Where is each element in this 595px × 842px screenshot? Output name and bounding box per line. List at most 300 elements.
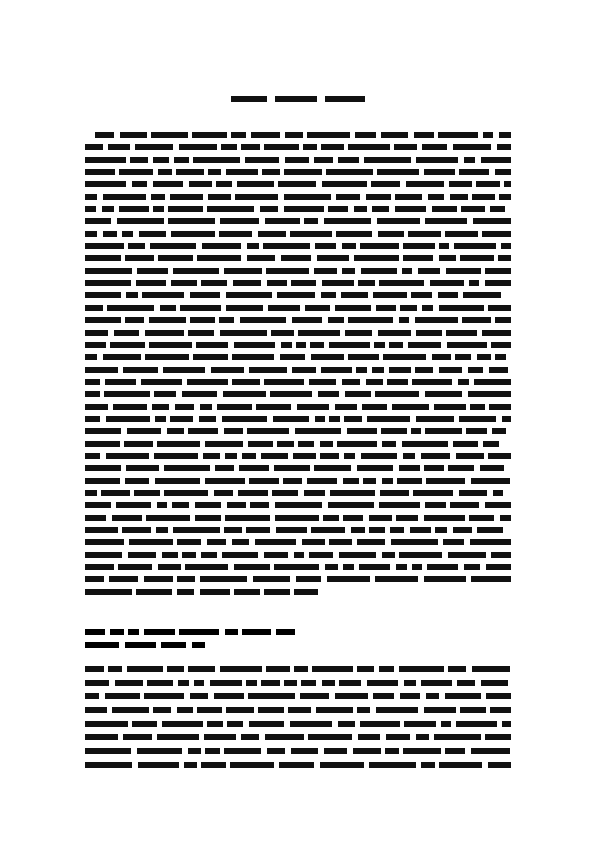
word-run (85, 416, 100, 422)
word-run (377, 218, 420, 224)
word-run (258, 231, 286, 237)
word-run (342, 379, 360, 385)
word-run (205, 478, 245, 484)
word-run (339, 552, 376, 558)
word-run (361, 453, 397, 459)
word-run (170, 416, 193, 422)
word-run (305, 305, 330, 311)
word-run (422, 144, 447, 150)
word-run (438, 292, 458, 298)
word-run (329, 416, 340, 422)
word-run (357, 666, 374, 672)
word-run (237, 181, 274, 187)
word-run (372, 206, 389, 212)
word-run (402, 441, 448, 447)
word-run (85, 465, 121, 471)
text-line (85, 341, 511, 349)
word-run (377, 169, 419, 175)
word-run (343, 564, 354, 570)
word-run (177, 589, 194, 595)
word-run (224, 748, 261, 754)
word-run (490, 206, 505, 212)
word-run (219, 231, 252, 237)
word-run (330, 490, 375, 496)
word-run (386, 734, 410, 740)
word-run (320, 453, 339, 459)
word-run (117, 218, 164, 224)
word-run (418, 268, 440, 274)
word-run (424, 169, 455, 175)
word-run (281, 255, 311, 261)
word-run (271, 330, 294, 336)
word-run (175, 404, 194, 410)
word-run (499, 132, 511, 138)
word-run (382, 552, 395, 558)
word-run (168, 218, 215, 224)
word-run (280, 354, 305, 360)
text-line (85, 538, 511, 546)
word-run (157, 734, 199, 740)
word-run (248, 693, 295, 699)
text-line (85, 665, 511, 673)
word-run (424, 465, 444, 471)
word-run (85, 680, 109, 686)
word-run (427, 564, 458, 570)
word-run (408, 231, 441, 237)
word-run (432, 354, 451, 360)
word-run (85, 292, 121, 298)
word-run (128, 629, 139, 635)
word-run (474, 379, 511, 385)
word-run (85, 707, 107, 713)
word-run (446, 268, 481, 274)
text-line (85, 452, 511, 460)
text-line (85, 588, 511, 596)
word-run (267, 748, 285, 754)
word-run (153, 181, 183, 187)
word-run (400, 693, 420, 699)
word-run (85, 576, 104, 582)
text-line (85, 403, 511, 411)
word-run (337, 441, 377, 447)
word-run (312, 666, 353, 672)
word-run (275, 502, 322, 508)
word-run (192, 642, 205, 648)
text-line (85, 440, 511, 448)
word-run (441, 721, 451, 727)
word-run (85, 693, 99, 699)
word-run (108, 666, 122, 672)
word-run (128, 552, 156, 558)
text-line (85, 131, 511, 139)
word-run (217, 404, 252, 410)
word-run (434, 404, 466, 410)
document-title (0, 96, 595, 102)
word-run (85, 218, 111, 224)
word-run (138, 762, 179, 768)
word-run (264, 552, 288, 558)
word-run (404, 721, 436, 727)
word-run (156, 527, 168, 533)
text-line (85, 720, 511, 728)
word-run (391, 539, 438, 545)
word-run (251, 132, 280, 138)
word-run (314, 157, 333, 163)
word-run (495, 317, 511, 323)
word-run (253, 576, 290, 582)
word-run (85, 762, 132, 768)
word-run (348, 317, 393, 323)
word-run (297, 404, 329, 410)
word-run (351, 527, 365, 533)
word-run (157, 502, 167, 508)
word-run (108, 144, 130, 150)
word-run (137, 748, 182, 754)
word-run (204, 734, 236, 740)
word-run (399, 317, 409, 323)
word-run (343, 478, 359, 484)
word-run (404, 680, 416, 686)
word-run (85, 194, 97, 200)
word-run (179, 629, 219, 635)
word-run (448, 465, 474, 471)
word-run (466, 428, 487, 434)
word-run (473, 218, 511, 224)
word-run (424, 515, 465, 521)
word-run (141, 379, 182, 385)
word-run (464, 564, 480, 570)
word-run (367, 680, 398, 686)
word-run (421, 453, 450, 459)
word-run (338, 721, 355, 727)
word-run (201, 762, 226, 768)
word-run (375, 391, 419, 397)
word-run (195, 515, 221, 521)
word-run (469, 280, 479, 286)
word-run (461, 206, 485, 212)
word-run (190, 317, 215, 323)
word-run (309, 552, 333, 558)
word-run (357, 707, 370, 713)
word-run (208, 194, 231, 200)
word-run (453, 527, 472, 533)
word-run (485, 734, 511, 740)
word-run (170, 194, 203, 200)
word-run (136, 589, 172, 595)
word-run (379, 502, 420, 508)
word-run (288, 707, 311, 713)
word-run (171, 280, 197, 286)
word-run (177, 576, 195, 582)
word-run (294, 666, 308, 672)
word-run (207, 539, 226, 545)
word-run (376, 305, 396, 311)
word-run (396, 515, 418, 521)
word-run (495, 354, 506, 360)
word-run (226, 292, 272, 298)
text-line (85, 329, 511, 337)
word-run (225, 453, 237, 459)
word-run (281, 342, 292, 348)
word-run (374, 342, 385, 348)
word-run (357, 539, 385, 545)
word-run (110, 342, 145, 348)
word-run (445, 231, 478, 237)
word-run (146, 515, 190, 521)
word-run (270, 391, 312, 397)
word-run (344, 416, 362, 422)
word-run (278, 181, 316, 187)
word-run (450, 194, 468, 200)
word-run (220, 330, 267, 336)
word-run (268, 305, 300, 311)
word-run (501, 243, 511, 249)
text-line (85, 242, 511, 250)
word-run (135, 144, 173, 150)
word-run (344, 453, 355, 459)
word-run (205, 748, 220, 754)
word-run (168, 206, 203, 212)
word-run (151, 194, 165, 200)
word-run (265, 734, 304, 740)
word-run (293, 453, 316, 459)
word-run (321, 292, 336, 298)
word-run (157, 441, 200, 447)
word-run (164, 490, 208, 496)
word-run (147, 680, 173, 686)
word-run (155, 416, 166, 422)
text-line (85, 193, 511, 201)
word-run (412, 564, 422, 570)
word-run (230, 762, 274, 768)
word-run (151, 132, 188, 138)
word-run (488, 453, 511, 459)
text-line (85, 353, 511, 361)
word-run (201, 280, 227, 286)
word-run (149, 317, 186, 323)
word-run (241, 734, 259, 740)
text-line (85, 563, 511, 571)
word-run (139, 231, 166, 237)
word-run (85, 280, 131, 286)
word-run (85, 169, 115, 175)
word-run (104, 391, 150, 397)
word-run (114, 330, 139, 336)
word-run (447, 342, 487, 348)
word-run (445, 748, 465, 754)
word-run (371, 181, 400, 187)
word-run (355, 132, 376, 138)
word-run (347, 428, 377, 434)
word-run (160, 305, 176, 311)
word-run (122, 231, 133, 237)
word-run (379, 666, 394, 672)
word-run (448, 552, 486, 558)
word-run (127, 666, 163, 672)
word-run (262, 169, 280, 175)
word-run (197, 255, 241, 261)
word-run (458, 379, 469, 385)
word-run (360, 243, 399, 249)
word-run (296, 576, 321, 582)
word-run (389, 342, 403, 348)
word-run (226, 169, 258, 175)
word-run (450, 502, 479, 508)
word-run (328, 502, 374, 508)
word-run (477, 354, 491, 360)
word-run (202, 243, 241, 249)
word-run (85, 231, 97, 237)
word-run (188, 428, 218, 434)
word-run (470, 404, 485, 410)
word-run (249, 721, 284, 727)
text-line (85, 628, 511, 636)
word-run (324, 748, 347, 754)
word-run (363, 478, 376, 484)
word-run (118, 564, 152, 570)
word-run (462, 317, 491, 323)
word-run (476, 181, 500, 187)
word-run (85, 502, 111, 508)
word-run (378, 330, 411, 336)
word-run (485, 280, 511, 286)
word-run (403, 243, 435, 249)
word-run (468, 391, 511, 397)
word-run (323, 515, 339, 521)
word-run (472, 194, 495, 200)
word-run (329, 342, 370, 348)
word-run (144, 576, 173, 582)
word-run (439, 762, 482, 768)
word-run (379, 280, 424, 286)
word-run (367, 416, 410, 422)
word-run (155, 478, 200, 484)
word-run (122, 527, 151, 533)
word-run (245, 157, 279, 163)
word-run (279, 762, 314, 768)
word-run (491, 342, 511, 348)
word-run (439, 243, 449, 249)
word-run (85, 441, 120, 447)
word-run (291, 748, 318, 754)
word-run (130, 157, 148, 163)
word-run (274, 564, 319, 570)
word-run (85, 734, 118, 740)
word-run (132, 721, 157, 727)
text-line (85, 143, 511, 151)
word-run (290, 231, 332, 237)
word-run (85, 564, 114, 570)
word-run (335, 404, 357, 410)
word-run (500, 515, 511, 521)
word-run (85, 354, 97, 360)
word-run (438, 132, 478, 138)
word-run (261, 453, 288, 459)
word-run (273, 416, 309, 422)
word-run (182, 391, 217, 397)
word-run (422, 305, 433, 311)
word-run (85, 206, 96, 212)
word-run (207, 721, 223, 727)
word-run (338, 157, 359, 163)
word-run (136, 280, 166, 286)
word-run (315, 243, 336, 249)
word-run (284, 206, 324, 212)
text-line (85, 316, 511, 324)
word-run (248, 441, 273, 447)
word-run (395, 206, 426, 212)
text-line (85, 551, 511, 559)
word-run (502, 416, 511, 422)
word-run (255, 539, 296, 545)
word-run (177, 707, 193, 713)
word-run (200, 404, 212, 410)
word-run (214, 693, 244, 699)
word-run (137, 268, 168, 274)
word-run (149, 342, 192, 348)
word-run (144, 693, 184, 699)
word-run (105, 693, 140, 699)
word-run (493, 490, 503, 496)
word-run (456, 721, 497, 727)
word-run (399, 465, 420, 471)
word-run (225, 629, 238, 635)
word-run (381, 132, 408, 138)
word-run (188, 330, 214, 336)
title-glyph-run (275, 96, 317, 102)
word-run (188, 666, 215, 672)
word-run (267, 280, 287, 286)
title-glyph-run (231, 96, 267, 102)
word-run (302, 539, 325, 545)
word-run (339, 680, 361, 686)
word-run (85, 144, 103, 150)
word-run (145, 354, 189, 360)
word-run (385, 748, 399, 754)
word-run (373, 292, 407, 298)
word-run (421, 680, 452, 686)
word-run (322, 680, 335, 686)
word-run (221, 144, 237, 150)
word-run (426, 478, 465, 484)
text-line (85, 477, 511, 485)
word-run (403, 255, 433, 261)
word-run (222, 552, 258, 558)
word-run (489, 404, 511, 410)
word-run (256, 404, 291, 410)
word-run (460, 707, 486, 713)
word-run (453, 441, 478, 447)
text-line (85, 761, 511, 769)
word-run (174, 157, 189, 163)
word-run (284, 169, 322, 175)
word-run (276, 527, 307, 533)
word-run (247, 255, 275, 261)
text-line (85, 679, 511, 687)
word-run (167, 428, 184, 434)
word-run (284, 194, 331, 200)
word-run (116, 502, 151, 508)
word-run (258, 707, 284, 713)
word-run (446, 330, 477, 336)
word-run (294, 589, 318, 595)
word-run (358, 280, 375, 286)
word-run (184, 762, 197, 768)
word-run (295, 428, 341, 434)
word-run (314, 465, 351, 471)
word-run (185, 564, 228, 570)
word-run (85, 157, 126, 163)
